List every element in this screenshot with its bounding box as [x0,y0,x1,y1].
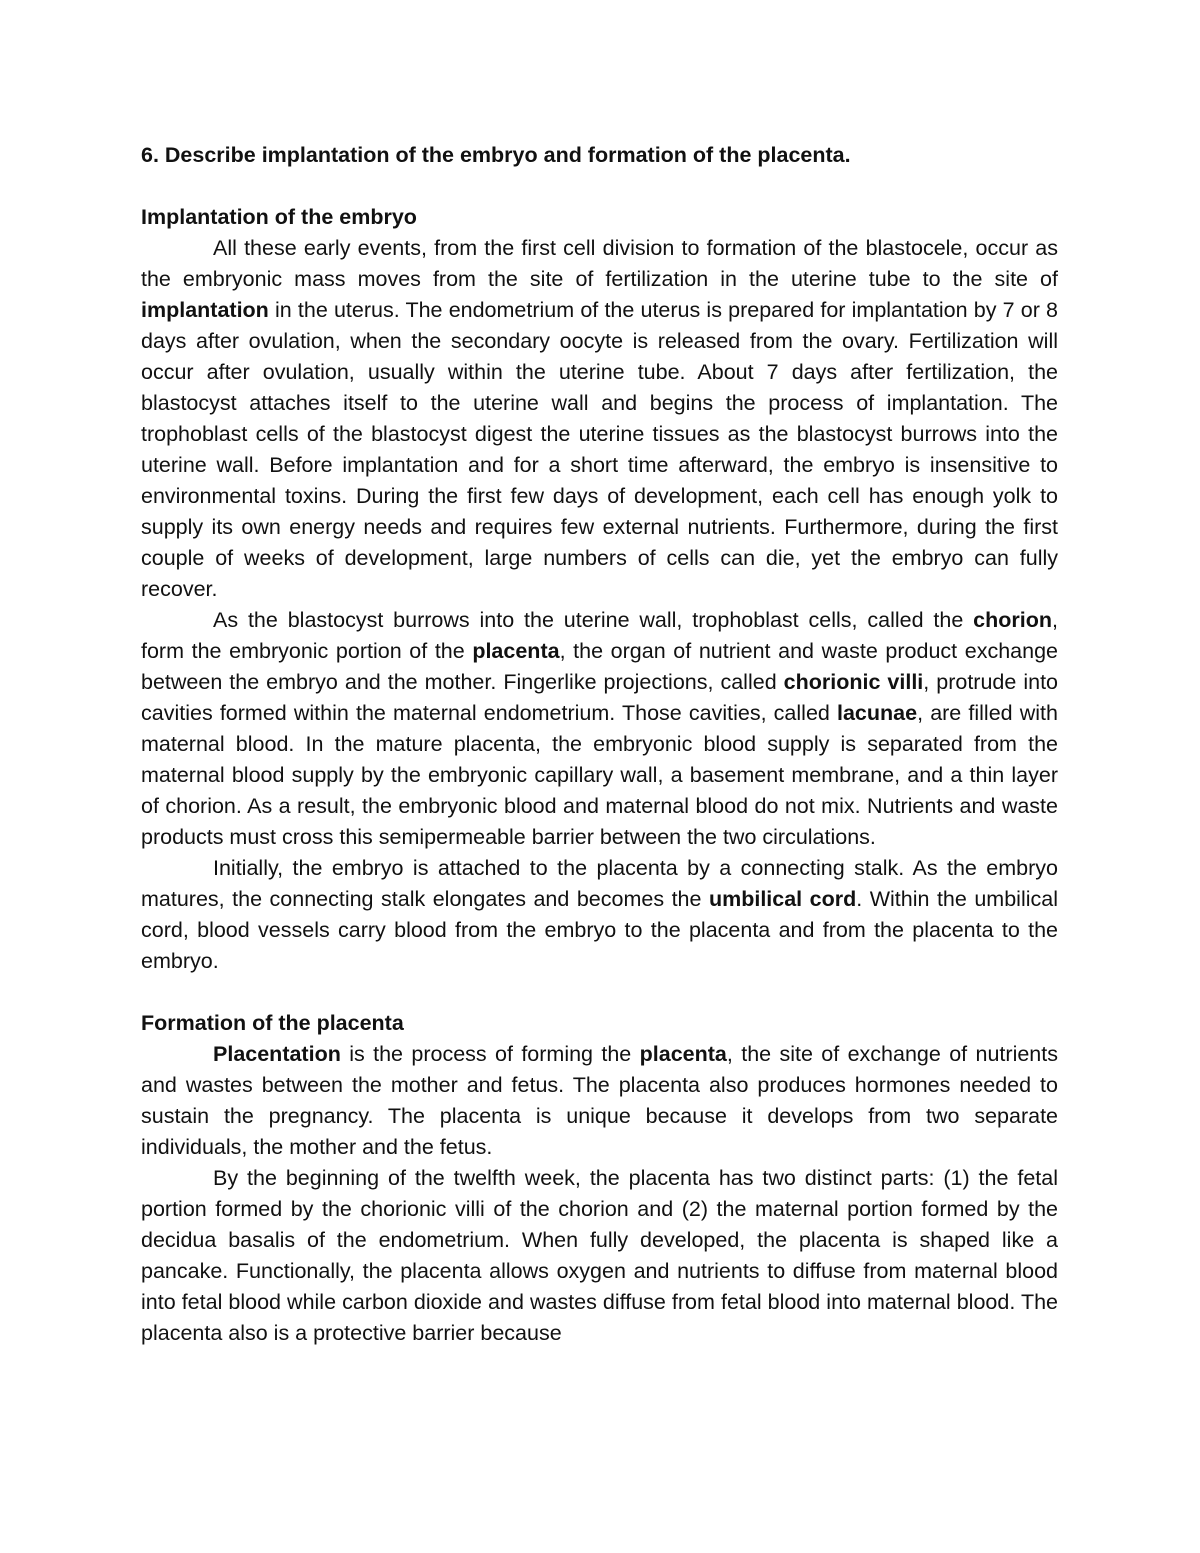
paragraph: As the blastocyst burrows into the uterine wall, trophoblast cells, called the chorion, form the embryonic portion of the placenta, the organ of nutrient and waste product exchange between the embryo and the mother. Fingerlike projections, called chorionic villi, protrude into cavities formed within the maternal endometrium. Those cavities, called lacunae, are filled with maternal blood. In the mature placenta, the embryonic blood supply is separated from the maternal blood supply by the embryonic capillary wall, a basement membrane, and a thin layer of chorion. As a result, the embryonic blood and maternal blood do not mix. Nutrients and waste products must cross this semipermeable barrier between the two circulations. [141,608,1058,849]
bold-term: Placentation [213,1042,341,1066]
document-page [141,140,1058,1349]
paragraph: By the beginning of the twelfth week, the placenta has two distinct parts: (1) the fetal portion formed by the chorionic villi of the chorion and (2) the maternal portion formed by the decidua basalis of the endometrium. When fully developed, the placenta is shaped like a pancake. Functionally, the placenta allows oxygen and nutrients to diffuse from maternal blood into fetal blood while carbon dioxide and wastes diffuse from fetal blood into maternal blood. The placenta also is a protective barrier because [141,1166,1058,1345]
section-heading-implantation: Implantation of the embryo [141,205,417,229]
section-placenta [141,1008,1058,1349]
paragraph: Initially, the embryo is attached to the placenta by a connecting stalk. As the embryo matures, the connecting stalk elongates and becomes the umbilical cord. Within the umbilical cord, blood vessels carry blood from the embryo to the placenta and from the placenta to the embryo. [141,856,1058,973]
bold-term: implantation [141,298,269,322]
paragraph: Placentation is the process of forming the placenta, the site of exchange of nutrients and wastes between the mother and fetus. The placenta also produces hormones needed to sustain the pregnancy. The placenta is unique because it develops from two separate individuals, the mother and the fetus. [141,1042,1058,1159]
section-heading-placenta: Formation of the placenta [141,1011,404,1035]
section-implantation [141,202,1058,977]
bold-term: chorion [973,608,1053,632]
paragraph: All these early events, from the first cell division to formation of the blastocele, occur as the embryonic mass moves from the site of fertilization in the uterine tube to the site of implantation in the uterus. The endometrium of the uterus is prepared for implantation by 7 or 8 days after ovulation, when the secondary oocyte is released from the ovary. Fertilization will occur after ovulation, usually within the uterine tube. About 7 days after fertilization, the blastocyst attaches itself to the uterine wall and begins the process of implantation. The trophoblast cells of the blastocyst digest the uterine tissues as the blastocyst burrows into the uterine wall. Before implantation and for a short time afterward, the embryo is insensitive to environmental toxins. During the first few days of development, each cell has enough yolk to supply its own energy needs and requires few external nutrients. Furthermore, during the first couple of weeks of development, large numbers of cells can die, yet the embryo can fully recover. [141,236,1058,601]
bold-term: placenta [472,639,560,663]
bold-term: lacunae [837,701,918,725]
question-title: 6. Describe implantation of the embryo and formation of the placenta. [141,143,851,167]
bold-term: placenta [639,1042,727,1066]
bold-term: umbilical cord [708,887,857,911]
bold-term: chorionic villi [783,670,924,694]
section-spacer [141,977,1058,1008]
